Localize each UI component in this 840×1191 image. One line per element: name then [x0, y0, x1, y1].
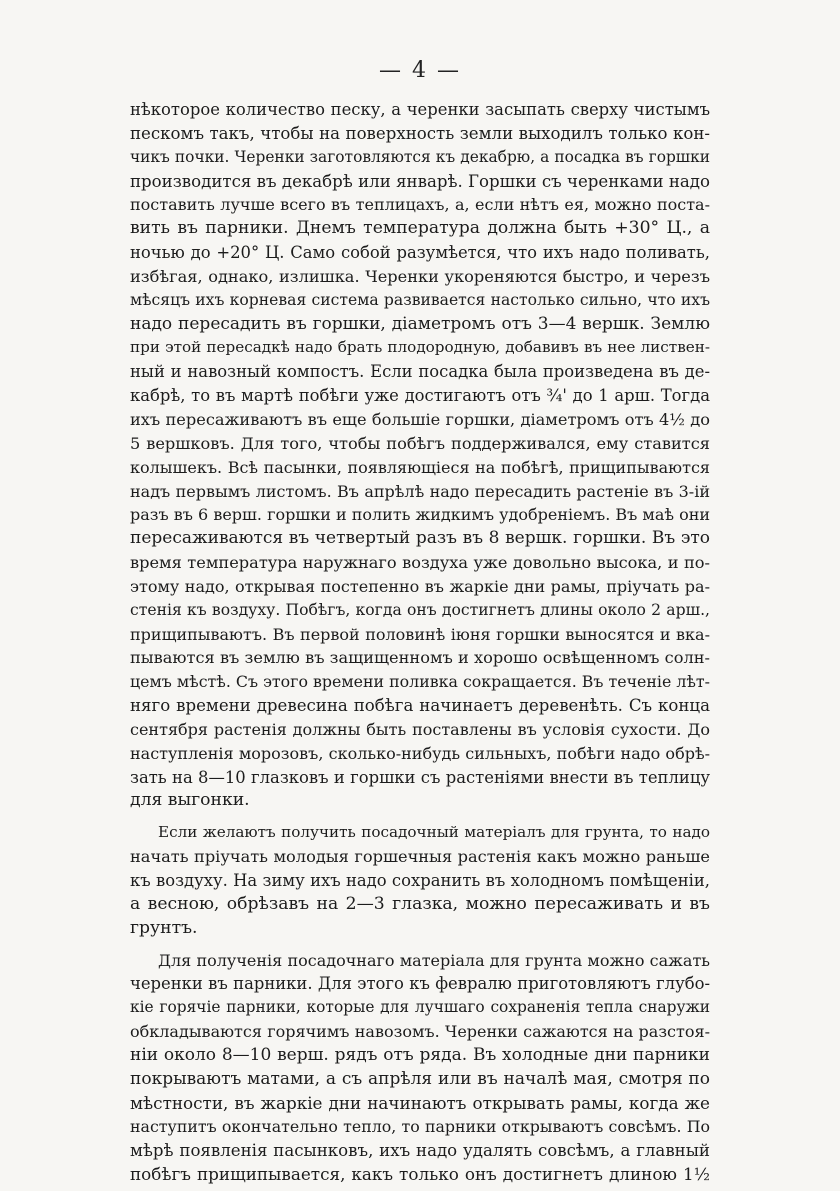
text-line: ночью до +20° Ц. Само собой разумѣется, что ихъ надо поливать, — [130, 243, 710, 263]
text-line: Для полученія посадочнаго матеріала для грунта можно сажать — [158, 950, 710, 970]
text-line: зать на 8—10 глазковъ и горшки съ растеніями внести въ теплицу — [130, 767, 710, 787]
text-line: колышекъ. Всѣ пасынки, появляющіеся на побѣгѣ, прищипываются — [130, 457, 710, 477]
page-number: — 4 — — [379, 58, 461, 83]
text-line: цемъ мѣстѣ. Съ этого времени поливка сокращается. Въ теченіе лѣт- — [130, 672, 710, 692]
text-line: ный и навозный компостъ. Если посадка была произведена въ де- — [130, 362, 710, 382]
text-line: время температура наружнаго воздуха уже довольно высока, и по- — [130, 553, 710, 573]
text-line: черенки въ парники. Для этого къ февралю приготовляютъ глубо- — [130, 974, 710, 994]
text-line: мѣсяцъ ихъ корневая система развивается настолько сильно, что ихъ — [130, 290, 710, 309]
text-line: пываются въ землю въ защищенномъ и хорошо освѣщенномъ солн- — [130, 648, 710, 668]
text-line: для выгонки. — [130, 790, 250, 811]
paragraph-1 — [130, 98, 710, 813]
text-line: стенія къ воздуху. Побѣгъ, когда онъ достигнетъ длины около 2 арш., — [130, 600, 710, 619]
text-line: обкладываются горячимъ навозомъ. Черенки сажаются на разстоя- — [130, 1022, 710, 1042]
text-line: этому надо, открывая постепенно въ жаркіе дни рамы, пріучать ра- — [130, 576, 710, 596]
text-line: мѣрѣ появленія пасынковъ, ихъ надо удалять совсѣмъ, а главный — [130, 1141, 710, 1161]
text-line: мѣстности, въ жаркіе дни начинаютъ открывать рамы, когда же — [130, 1092, 710, 1113]
text-line: а весною, обрѣзавъ на 2—3 глазка, можно пересаживать и въ — [130, 893, 710, 914]
text-line: вить въ парники. Днемъ температура должна быть +30° Ц., а — [130, 218, 710, 239]
text-line: ихъ пересаживаютъ въ еще большіе горшки, діаметромъ отъ 4½ до — [130, 409, 710, 429]
text-line: кіе горячіе парники, которые для лучшаго сохраненія тепла снаружи — [130, 998, 710, 1017]
text-line: покрываютъ матами, а съ апрѣля или въ началѣ мая, смотря по — [130, 1068, 710, 1089]
text-line: пескомъ такъ, чтобы на поверхность земли выходилъ только кон- — [130, 123, 710, 143]
text-line: нѣкоторое количество песку, а черенки засыпать сверху чистымъ — [130, 100, 710, 119]
paragraph-2 — [130, 821, 710, 940]
text-line: кабрѣ, то въ мартѣ побѣги уже достигаютъ отъ ¾' до 1 арш. Тогда — [130, 386, 710, 406]
text-line: надо пересадить въ горшки, діаметромъ отъ 3—4 вершк. Землю — [130, 313, 710, 334]
paragraph-3 — [130, 949, 710, 1187]
text-line: поставить лучше всего въ теплицахъ, а, если нѣтъ ея, можно поста- — [130, 195, 710, 215]
text-line: къ воздуху. На зиму ихъ надо сохранить въ холодномъ помѣщеніи, — [130, 871, 710, 890]
text-line: пересаживаются въ четвертый разъ въ 8 вершк. горшки. Въ это — [130, 528, 710, 549]
text-line: производится въ декабрѣ или январѣ. Горшки съ черенками надо — [130, 171, 710, 191]
text-line: няго времени древесина побѣга начинаетъ деревенѣть. Съ конца — [130, 696, 710, 716]
text-line: наступитъ окончательно тепло, то парники открываютъ совсѣмъ. По — [130, 1117, 710, 1137]
text-line: наступленія морозовъ, сколько-нибудь сильныхъ, побѣги надо обрѣ- — [130, 743, 710, 763]
text-line: чикъ почки. Черенки заготовляются къ декабрю, а посадка въ горшки — [130, 147, 710, 166]
text-line: начать пріучать молодыя горшечныя растенія какъ можно раньше — [130, 847, 710, 867]
text-line: при этой пересадкѣ надо брать плодородную, добавивъ въ нее листвен- — [130, 338, 710, 357]
text-line: Если желаютъ получить посадочный матеріалъ для грунта, то надо — [158, 823, 710, 842]
body-text — [130, 98, 710, 1187]
text-line: разъ въ 6 верш. горшки и полить жидкимъ удобреніемъ. Въ маѣ они — [130, 505, 711, 525]
text-line: грунтъ. — [130, 917, 198, 938]
text-line: побѣгъ прищипывается, какъ только онъ достигнетъ длиною 1½ — [130, 1164, 710, 1185]
text-line: избѣгая, однако, излишка. Черенки укореняются быстро, и черезъ — [130, 266, 710, 286]
text-line: надъ первымъ листомъ. Въ апрѣлѣ надо пересадить растеніе въ 3-ій — [130, 481, 710, 501]
text-line: 5 вершковъ. Для того, чтобы побѣгъ поддерживался, ему ставится — [130, 433, 710, 453]
text-line: прищипываютъ. Въ первой половинѣ іюня горшки выносятся и вка- — [130, 624, 710, 644]
text-line: сентября растенія должны быть поставлены въ условія сухости. До — [130, 719, 710, 739]
text-line: ніи около 8—10 верш. рядъ отъ ряда. Въ холодные дни парники — [130, 1044, 710, 1065]
